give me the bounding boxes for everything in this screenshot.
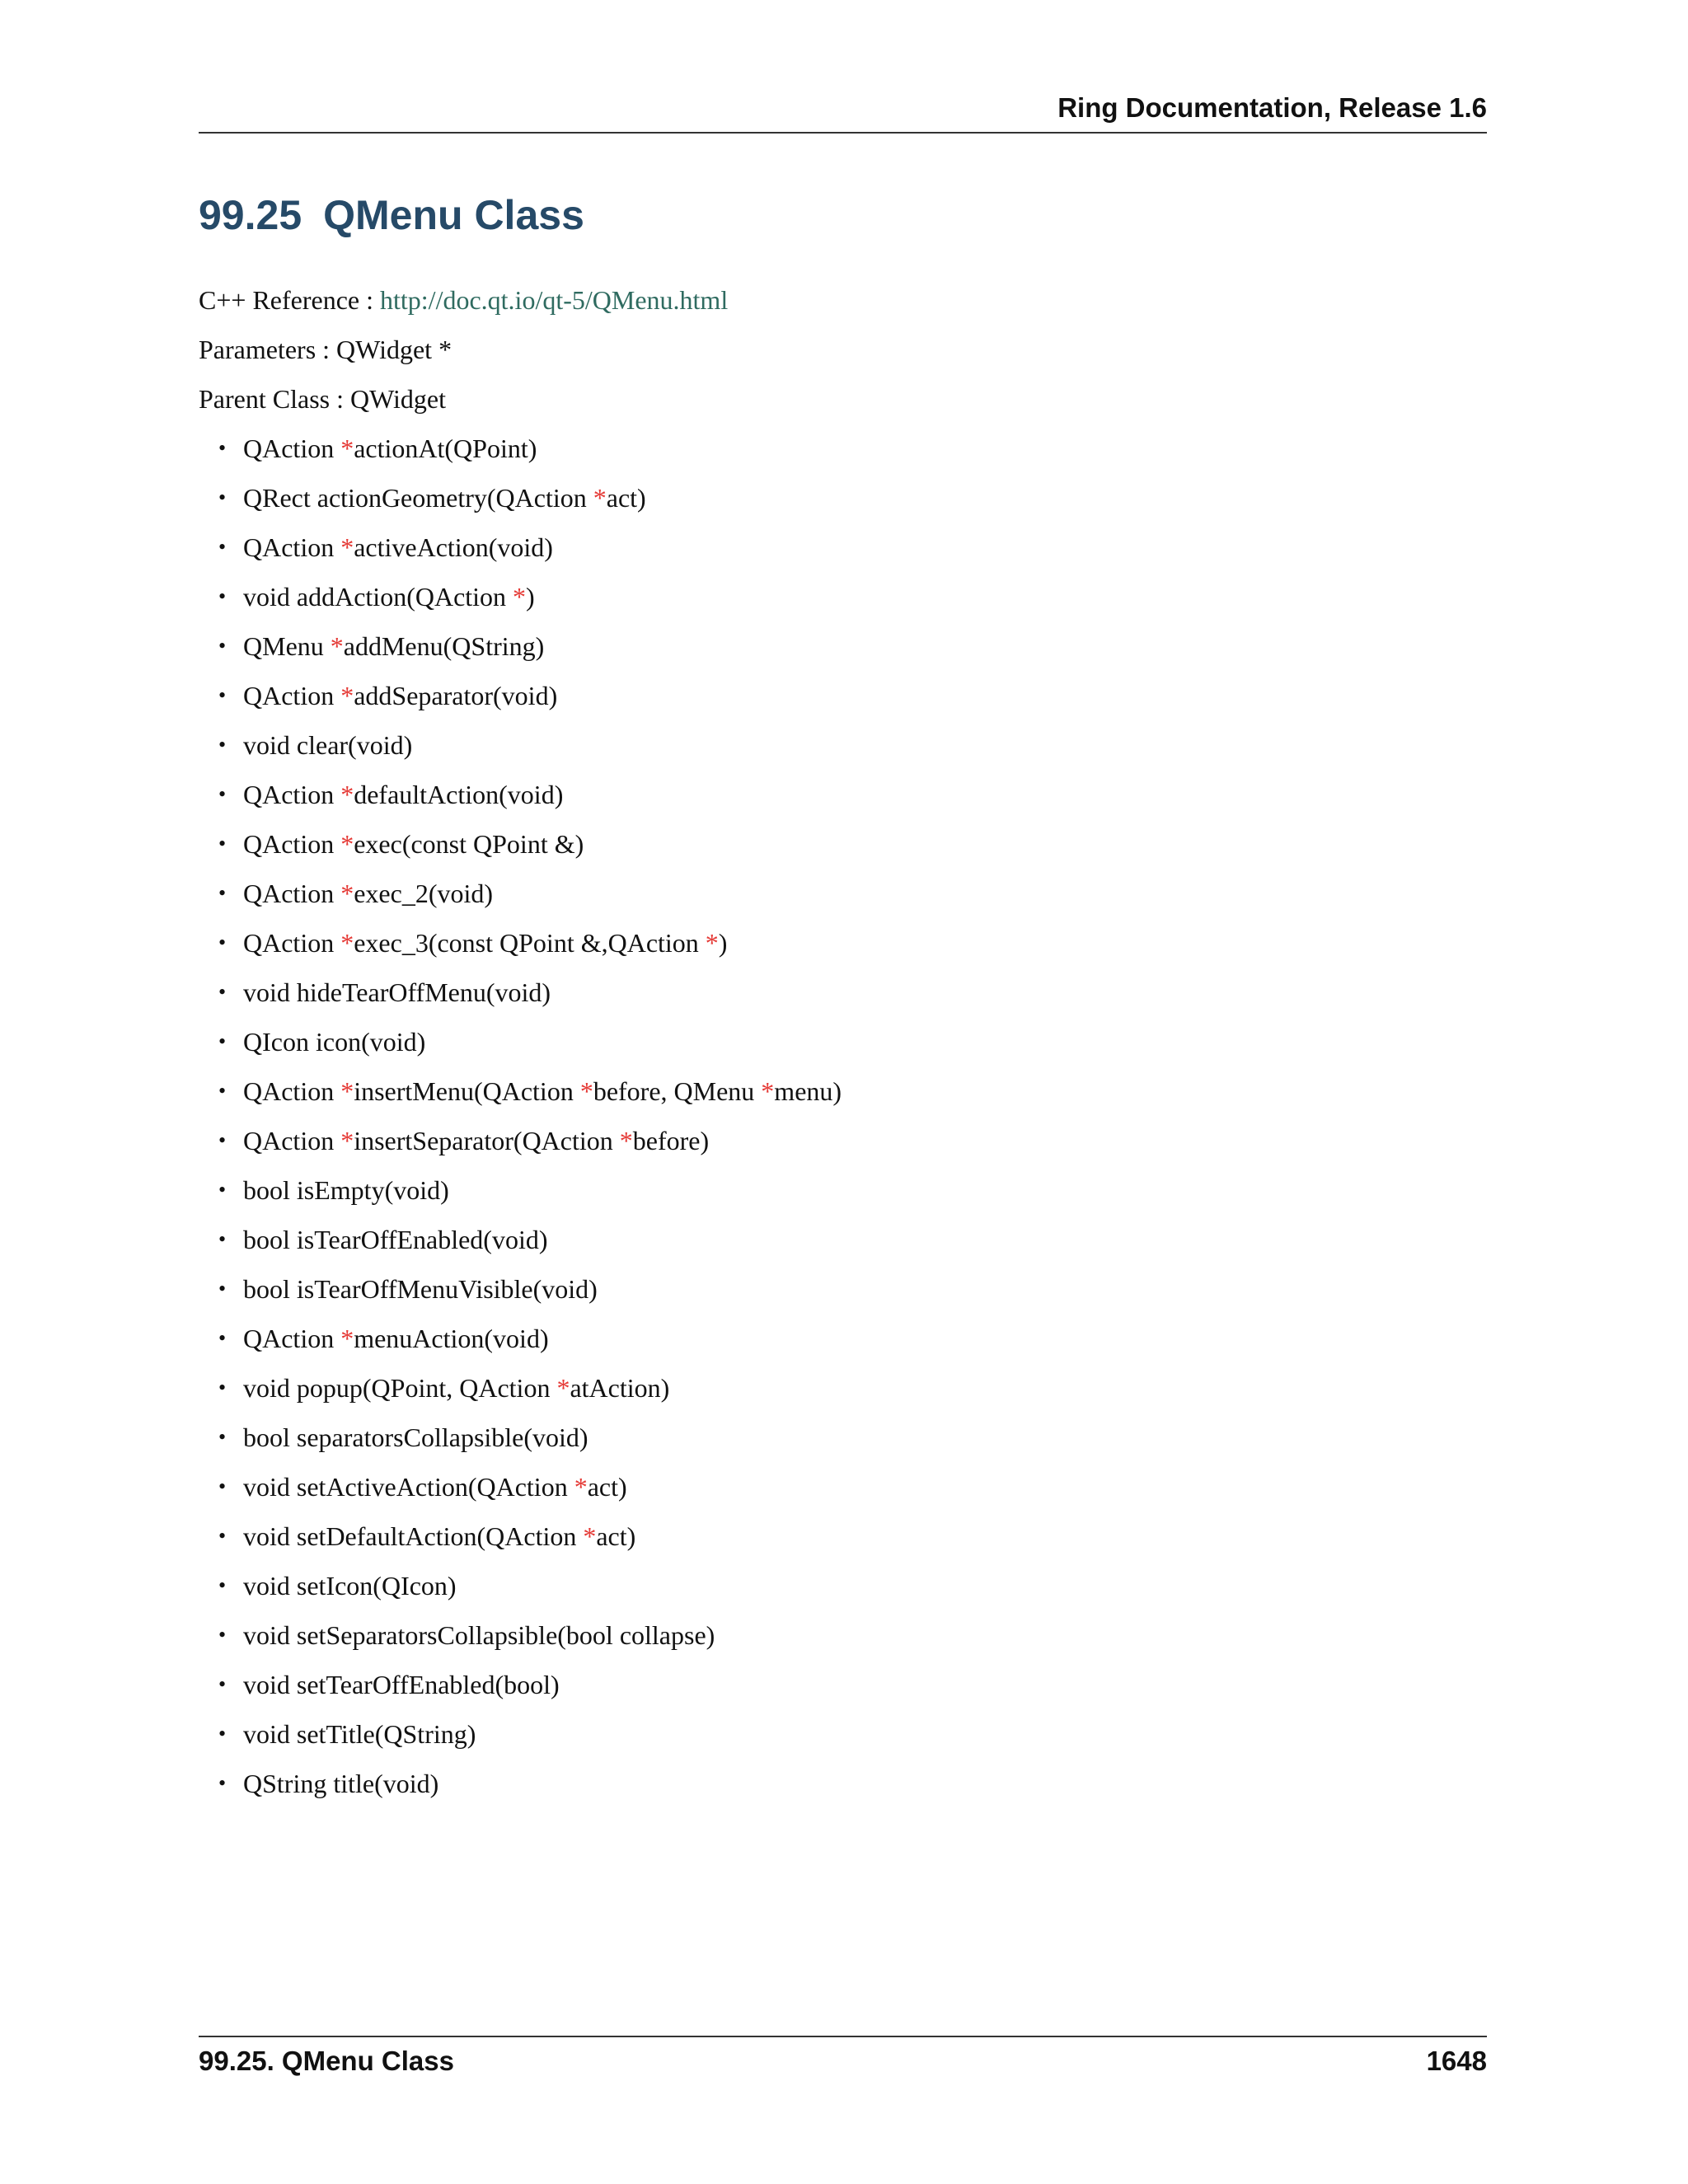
method-signature: QAction *exec_3(const QPoint &,QAction *)	[243, 928, 728, 958]
method-signature: QMenu *addMenu(QString)	[243, 631, 545, 661]
pointer-asterisk: *	[340, 1324, 354, 1353]
bullet-icon: •	[218, 1573, 227, 1597]
method-item	[218, 1619, 715, 1652]
method-item	[218, 630, 545, 663]
method-item	[218, 531, 553, 564]
pointer-asterisk: *	[574, 1472, 588, 1502]
method-item	[218, 1223, 548, 1256]
pointer-asterisk: *	[579, 1076, 593, 1106]
method-item	[218, 1718, 476, 1750]
bullet-icon: •	[218, 683, 227, 707]
method-item	[218, 1322, 549, 1355]
pointer-asterisk: *	[340, 1076, 354, 1106]
reference-label: C++ Reference :	[199, 285, 380, 315]
method-item	[218, 1421, 588, 1454]
method-signature: void setTearOffEnabled(bool)	[243, 1670, 560, 1699]
method-signature: QAction *activeAction(void)	[243, 532, 553, 562]
pointer-asterisk: *	[761, 1076, 775, 1106]
reference-link[interactable]: http://doc.qt.io/qt-5/QMenu.html	[380, 285, 729, 315]
pointer-asterisk: *	[340, 780, 354, 809]
bullet-icon: •	[218, 1672, 227, 1696]
method-item	[218, 877, 494, 910]
bullet-icon: •	[218, 535, 227, 559]
page-footer	[199, 2036, 1487, 2076]
bullet-icon: •	[218, 1474, 227, 1498]
pointer-asterisk: *	[340, 434, 354, 463]
pointer-asterisk: *	[593, 483, 607, 513]
method-signature: bool isEmpty(void)	[243, 1175, 449, 1205]
bullet-icon: •	[218, 733, 227, 757]
method-signature: void setTitle(QString)	[243, 1719, 476, 1749]
method-signature: QRect actionGeometry(QAction *act)	[243, 483, 646, 513]
pointer-asterisk: *	[513, 582, 527, 612]
pointer-asterisk: *	[705, 928, 719, 958]
bullet-icon: •	[218, 832, 227, 855]
method-signature: void addAction(QAction *)	[243, 582, 535, 612]
section-title: QMenu Class	[323, 192, 584, 238]
pointer-asterisk: *	[340, 681, 354, 710]
method-signature: QAction *addSeparator(void)	[243, 681, 558, 710]
section-number: 99.25	[199, 192, 302, 238]
method-signature: QAction *defaultAction(void)	[243, 780, 564, 809]
parent-class-value: QWidget	[349, 384, 446, 414]
method-signature: void setSeparatorsCollapsible(bool collapse)	[243, 1620, 715, 1650]
bullet-icon: •	[218, 1029, 227, 1053]
method-signature: void setDefaultAction(QAction *act)	[243, 1521, 636, 1551]
method-signature: QString title(void)	[243, 1769, 439, 1798]
method-item	[218, 729, 413, 762]
footer-section-title: 99.25. QMenu Class	[199, 2046, 454, 2076]
parameters-line	[199, 333, 452, 366]
bullet-icon: •	[218, 485, 227, 509]
method-signature: QAction *insertMenu(QAction *before, QMenu *menu)	[243, 1076, 842, 1106]
bullet-icon: •	[218, 1376, 227, 1399]
method-item	[218, 1025, 426, 1058]
method-item	[218, 679, 558, 712]
method-item	[218, 1767, 439, 1800]
parent-class-line	[199, 382, 446, 415]
pointer-asterisk: *	[330, 631, 344, 661]
method-item	[218, 1124, 710, 1157]
method-item	[218, 1470, 627, 1503]
method-signature: void hideTearOffMenu(void)	[243, 977, 551, 1007]
method-item	[218, 1272, 598, 1305]
bullet-icon: •	[218, 1178, 227, 1202]
method-signature: bool isTearOffEnabled(void)	[243, 1225, 548, 1254]
method-signature: bool isTearOffMenuVisible(void)	[243, 1274, 598, 1304]
parameters-label: Parameters :	[199, 335, 337, 364]
method-signature: void setActiveAction(QAction *act)	[243, 1472, 627, 1502]
bullet-icon: •	[218, 881, 227, 905]
method-item	[218, 1668, 560, 1701]
pointer-asterisk: *	[340, 829, 354, 859]
pointer-asterisk: *	[619, 1126, 633, 1155]
bullet-icon: •	[218, 1623, 227, 1647]
bullet-icon: •	[218, 1326, 227, 1350]
parent-class-label: Parent Class :	[199, 384, 350, 414]
method-signature: QAction *insertSeparator(QAction *before)	[243, 1126, 710, 1155]
pointer-asterisk: *	[583, 1521, 597, 1551]
method-item	[218, 1569, 457, 1602]
method-item	[218, 580, 535, 613]
bullet-icon: •	[218, 584, 227, 608]
page-header	[199, 92, 1487, 134]
bullet-icon: •	[218, 634, 227, 658]
bullet-icon: •	[218, 1722, 227, 1746]
method-item	[218, 1520, 636, 1553]
bullet-icon: •	[218, 1524, 227, 1548]
method-signature: bool separatorsCollapsible(void)	[243, 1422, 588, 1452]
bullet-icon: •	[218, 1128, 227, 1152]
bullet-icon: •	[218, 1227, 227, 1251]
page-number: 1648	[1426, 2046, 1487, 2076]
bullet-icon: •	[218, 1277, 227, 1301]
method-item	[218, 778, 564, 811]
bullet-icon: •	[218, 1079, 227, 1103]
method-signature: QIcon icon(void)	[243, 1027, 426, 1057]
method-signature: QAction *exec_2(void)	[243, 879, 494, 908]
method-signature: void clear(void)	[243, 730, 413, 760]
method-item	[218, 1075, 842, 1108]
header-title: Ring Documentation, Release 1.6	[1057, 92, 1487, 123]
method-signature: QAction *menuAction(void)	[243, 1324, 549, 1353]
method-signature: void popup(QPoint, QAction *atAction)	[243, 1373, 670, 1403]
method-item	[218, 481, 646, 514]
pointer-asterisk: *	[340, 928, 354, 958]
method-item	[218, 1371, 670, 1404]
method-item	[218, 827, 584, 860]
method-signature: QAction *actionAt(QPoint)	[243, 434, 537, 463]
bullet-icon: •	[218, 1425, 227, 1449]
bullet-icon: •	[218, 436, 227, 460]
method-item	[218, 1174, 449, 1207]
method-item	[218, 976, 551, 1009]
bullet-icon: •	[218, 782, 227, 806]
bullet-icon: •	[218, 930, 227, 954]
bullet-icon: •	[218, 980, 227, 1004]
section-heading	[199, 191, 584, 239]
method-item	[218, 926, 728, 959]
method-signature: QAction *exec(const QPoint &)	[243, 829, 584, 859]
pointer-asterisk: *	[340, 532, 354, 562]
pointer-asterisk: *	[340, 1126, 354, 1155]
pointer-asterisk: *	[340, 879, 354, 908]
reference-line	[199, 284, 728, 316]
pointer-asterisk: *	[556, 1373, 570, 1403]
method-signature: void setIcon(QIcon)	[243, 1571, 457, 1601]
parameters-value: QWidget *	[336, 335, 452, 364]
bullet-icon: •	[218, 1771, 227, 1795]
method-item	[218, 432, 537, 465]
